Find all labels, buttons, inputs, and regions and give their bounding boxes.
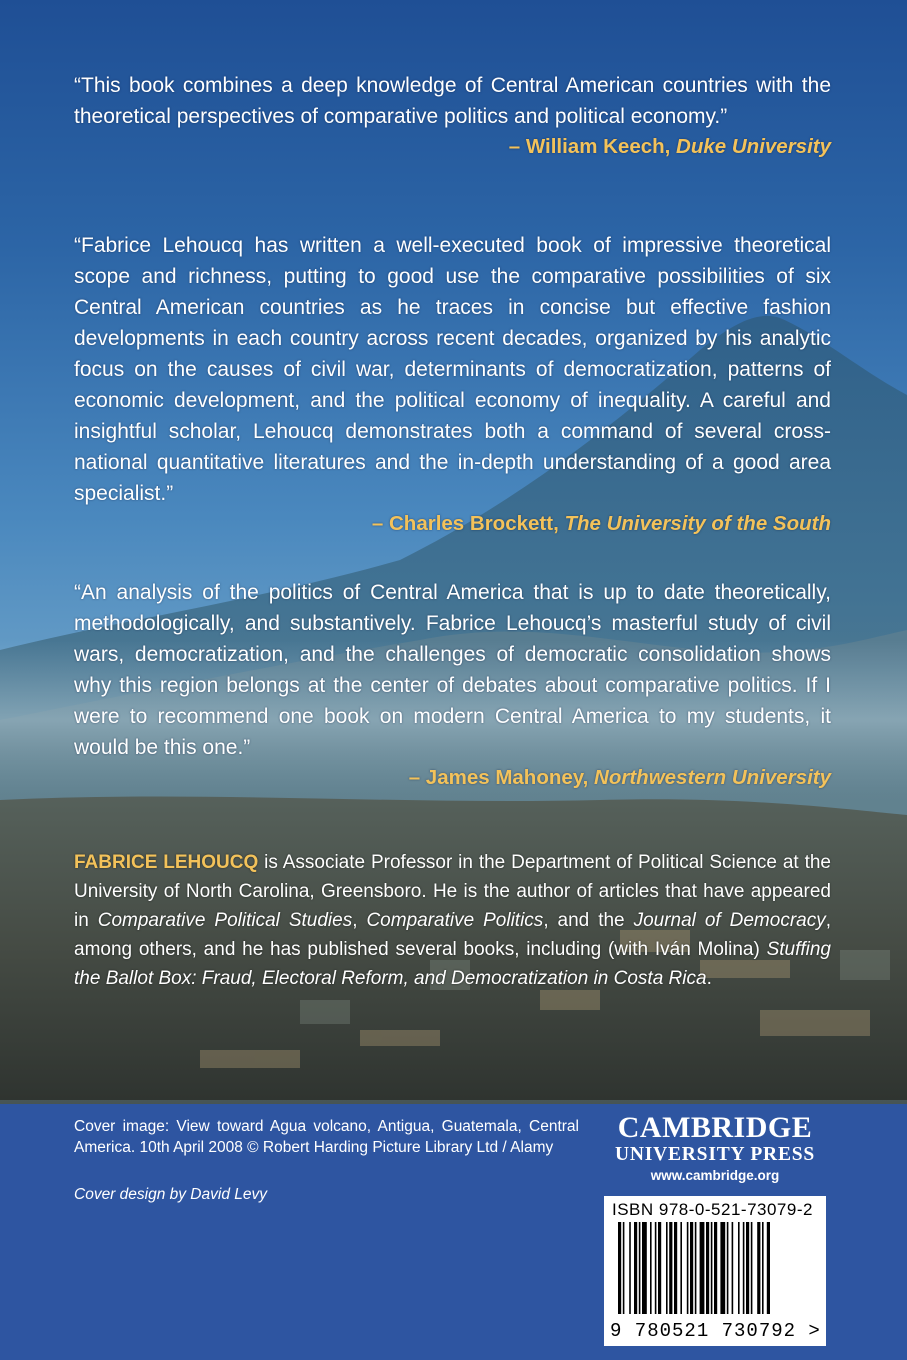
quote-author: – William Keech,: [508, 135, 677, 158]
barcode-bar: [743, 1222, 745, 1314]
quote-affiliation: The University of the South: [564, 512, 831, 535]
quote-brockett: [74, 230, 831, 539]
cover-design-credit: Cover design by David Levy: [74, 1186, 267, 1203]
footer-band: [0, 1104, 907, 1360]
barcode-bar: [700, 1222, 705, 1314]
quote-attribution: [74, 763, 831, 793]
cover-image-credit: Cover image: View toward Agua volcano, Antigua, Guatemala, Central America. 10th April 2008 © Robert Harding Picture Library Ltd / Alamy: [74, 1118, 579, 1156]
barcode-bar: [634, 1222, 637, 1314]
quote-author: – Charles Brockett,: [371, 512, 565, 535]
barcode-bar: [714, 1222, 717, 1314]
quote-affiliation: Northwestern University: [594, 766, 831, 789]
barcode-bar: [720, 1222, 725, 1314]
quote-text: “Fabrice Lehoucq has written a well-executed book of impressive theoretical scope and richness, putting to good use the comparative possibilities of six Central American countries as he traces in concise but effective fashion developments in each country across recent decades, organized by his analytic focus on the causes of civil war, determinants of democratization, patterns of economic development, and the political economy of inequality. A careful and insightful scholar, Lehoucq demonstrates both a command of several cross-national quantitative literatures and the in-depth understanding of a good area specialist.”: [74, 234, 831, 505]
barcode-bar: [629, 1222, 631, 1314]
publisher-url: www.cambridge.org: [650, 1168, 780, 1183]
barcode-bar: [618, 1222, 621, 1314]
publisher-logo: [604, 1112, 826, 1186]
barcode-bar: [680, 1222, 682, 1314]
bio-text: , and the: [543, 910, 634, 931]
journal-title: Comparative Political Studies: [97, 910, 353, 931]
quote-text: “An analysis of the politics of Central America that is up to date theoretically, methodologically, and substantively. Fabrice Lehoucq’s masterful study of civil wars, democratization, and the challenges of democratic consolidation shows why this region belongs at the center of debates about comparative politics. If I were to recommend one book on modern Central America to my students, it would be this one.”: [74, 581, 831, 759]
quote-attribution: [74, 509, 831, 539]
barcode-bar: [762, 1222, 764, 1314]
barcode-bar: [690, 1222, 693, 1314]
bio-text: is Associate Professor in the Department of Political Science at the University of North Carolina, Greensboro. He is the author of articles that have appeared in: [74, 852, 831, 931]
journal-title: Comparative Politics: [366, 910, 544, 931]
barcode-bar: [655, 1222, 657, 1314]
journal-title: Journal of Democracy: [633, 910, 826, 931]
barcode-bar: [666, 1222, 668, 1314]
barcode-bar: [695, 1222, 697, 1314]
author-name: FABRICE LEHOUCQ: [74, 852, 259, 873]
book-title: Stuffing the Ballot Box: Fraud, Electoral Reform, and Democratization in Costa Rica: [74, 939, 831, 989]
isbn-barcode: [604, 1196, 826, 1346]
barcode-bar: [727, 1222, 729, 1314]
publisher-name: CAMBRIDGE: [617, 1111, 813, 1144]
barcode-bar: [746, 1222, 749, 1314]
quote-mahoney: [74, 577, 831, 793]
quote-author: – James Mahoney,: [408, 766, 595, 789]
barcode-bar: [767, 1222, 770, 1314]
barcode-bar: [674, 1222, 677, 1314]
barcode-bars-icon: [610, 1220, 820, 1316]
bio-text: ,: [352, 910, 367, 931]
bio-text: .: [706, 968, 712, 989]
isbn-label: ISBN 978-0-521-73079-2: [612, 1200, 813, 1219]
barcode-bar: [623, 1222, 625, 1314]
barcode-bar: [687, 1222, 689, 1314]
barcode-bar: [669, 1222, 672, 1314]
barcode-bar: [650, 1222, 652, 1314]
quote-affiliation: Duke University: [676, 135, 831, 158]
barcode-bar: [751, 1222, 753, 1314]
bio-text: , among others, and he has published several books, including (with Iván Molina): [74, 910, 832, 960]
barcode-bar: [757, 1222, 760, 1314]
barcode-digits: 9 780521 730792 >: [610, 1320, 821, 1342]
quote-keech: [74, 70, 831, 162]
barcode-bar: [738, 1222, 740, 1314]
author-bio: [74, 848, 831, 993]
quote-text: “This book combines a deep knowledge of Central American countries with the theoretical perspectives of comparative politics and political economy.”: [74, 74, 831, 128]
quote-attribution: [74, 132, 831, 162]
barcode-bar: [658, 1222, 661, 1314]
barcode-bar: [732, 1222, 734, 1314]
publisher-subtitle: UNIVERSITY PRESS: [614, 1144, 816, 1165]
barcode-bar: [706, 1222, 709, 1314]
barcode-bar: [711, 1222, 713, 1314]
barcode-bar: [639, 1222, 641, 1314]
barcode-bar: [642, 1222, 647, 1314]
